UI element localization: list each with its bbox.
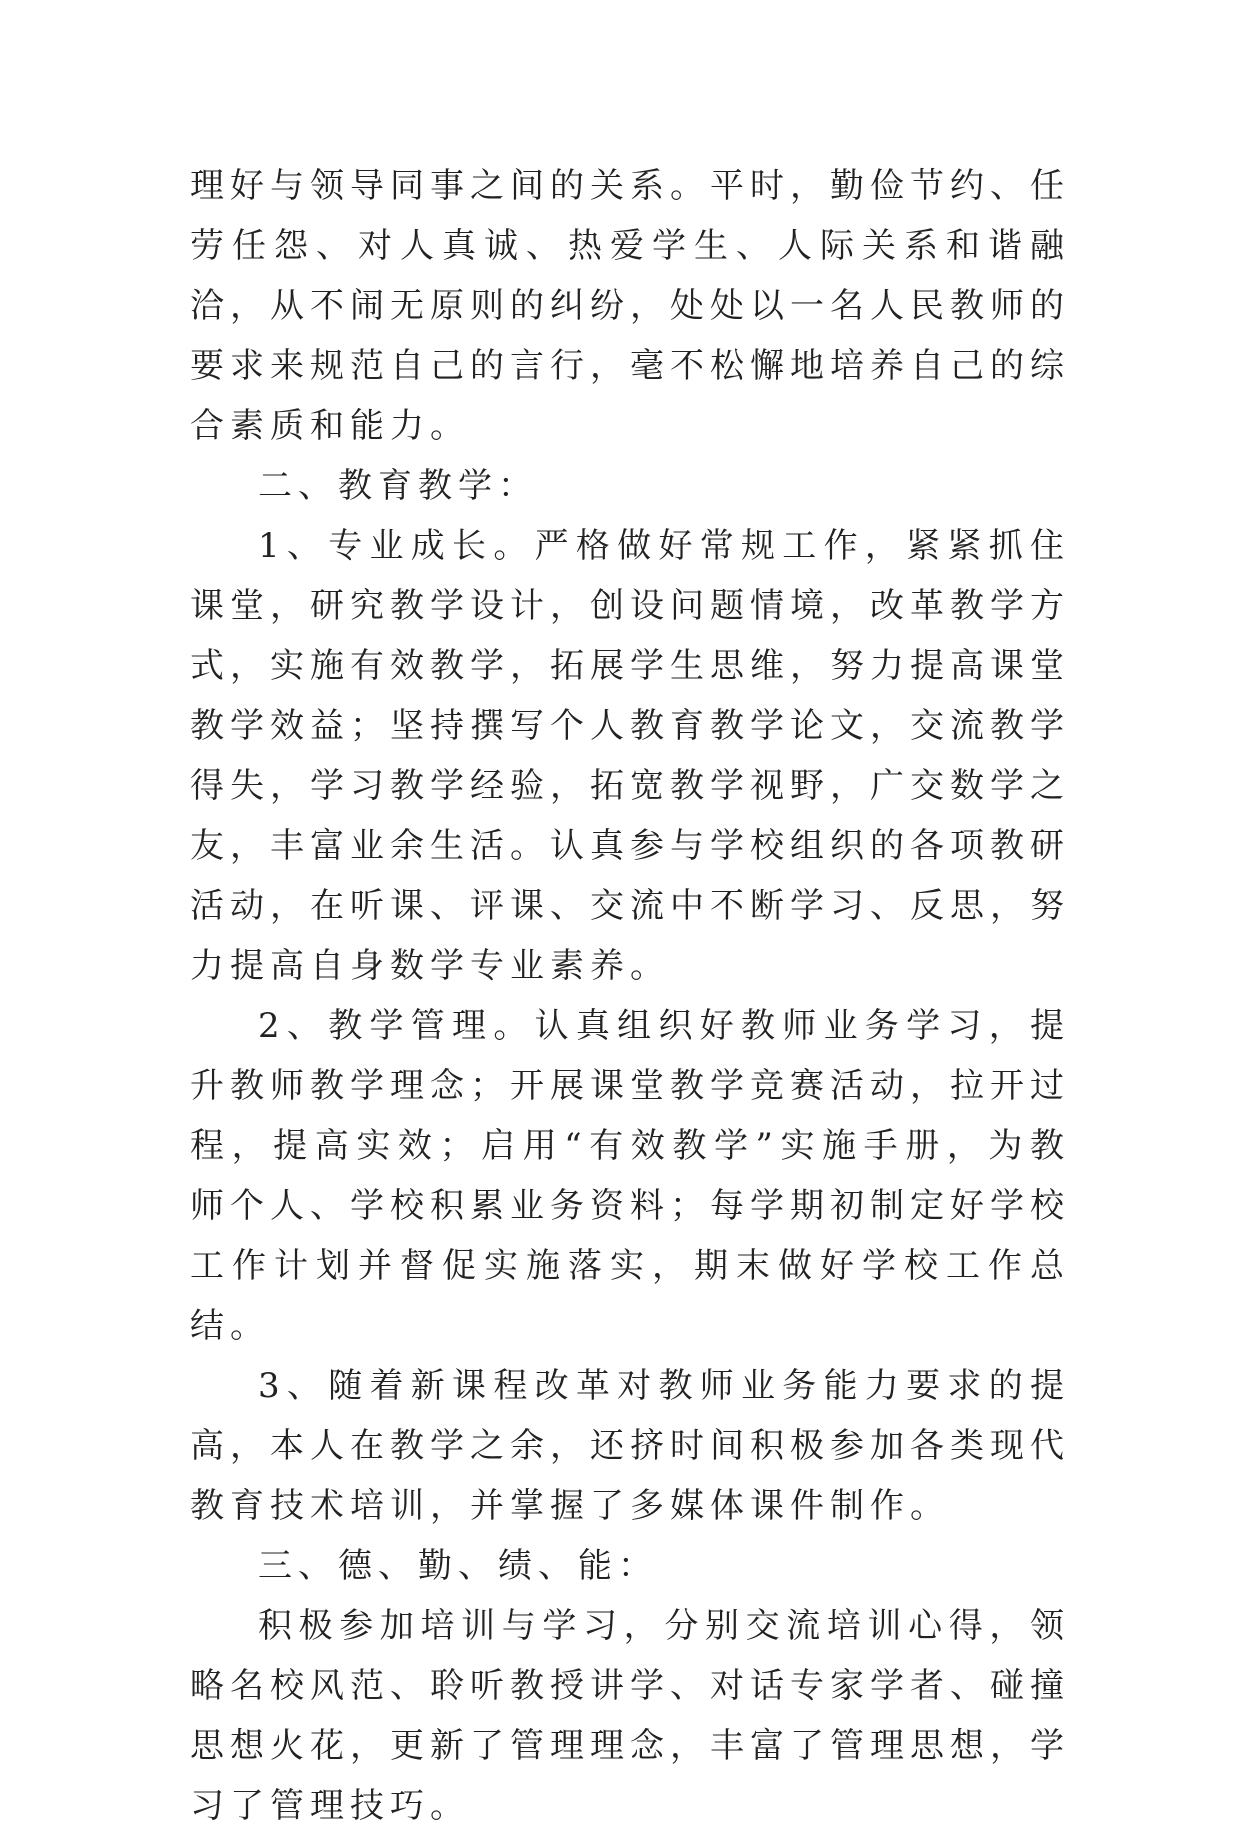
paragraph-training-study: 积极参加培训与学习，分别交流培训心得，领略名校风范、聆听教授讲学、对话专家学者、碰撞思想火花，更新了管理理念，丰富了管理思想，学习了管理技巧。: [190, 1606, 1070, 1826]
section-heading-virtue: 三、德、勤、绩、能：: [258, 1546, 658, 1586]
paragraph-tech-training: 3、随着新课程改革对教师业务能力要求的提高，本人在教学之余，还挤时间积极参加各类现代教育技术培训，并掌握了多媒体课件制作。: [190, 1366, 1070, 1526]
paragraph-teaching-management: 2、教学管理。认真组织好教师业务学习，提升教师教学理念；开展课堂教学竞赛活动，拉开过程，提高实效；启用“有效教学”实施手册，为教师个人、学校积累业务资料；每学期初制定好学校工作计划并督促实施落实，期末做好学校工作总结。: [190, 1006, 1070, 1346]
section-heading-teaching: 二、教育教学：: [258, 466, 538, 506]
paragraph-professional-growth: 1、专业成长。严格做好常规工作，紧紧抓住课堂，研究教学设计，创设问题情境，改革教学方式，实施有效教学，拓展学生思维，努力提高课堂教学效益；坚持撰写个人教育教学论文，交流教学得失，学习教学经验，拓宽教学视野，广交数学之友，丰富业余生活。认真参与学校组织的各项教研活动，在听课、评课、交流中不断学习、反思，努力提高自身数学专业素养。: [190, 526, 1070, 986]
document-body: [190, 156, 1070, 1836]
paragraph-continuation: 理好与领导同事之间的关系。平时，勤俭节约、任劳任怨、对人真诚、热爱学生、人际关系和谐融洽，从不闹无原则的纠纷，处处以一名人民教师的要求来规范自己的言行，毫不松懈地培养自己的综合素质和能力。: [190, 166, 1070, 446]
